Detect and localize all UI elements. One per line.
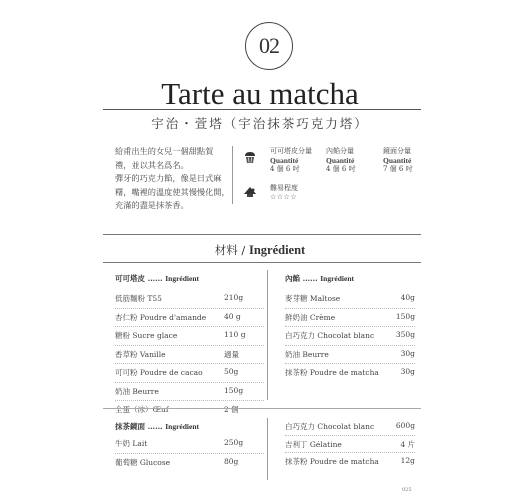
filling-group-fr: Ingrédient [320,274,354,283]
row-divider [115,363,264,364]
difficulty-stars: ☆☆☆☆ [270,193,298,201]
ingredient-name: 牛奶 Lait [115,439,148,448]
servings-filling [326,147,356,174]
ingredient-quantity: 110 g [224,330,246,339]
servings-glaze-label: 鏡面分量 [383,147,411,155]
intro-line: 給甫出生的女兒一個甜點賀 [115,146,214,156]
servings-crust-fr: Quantité [270,156,299,165]
ingredient-name: 杏仁粉 Poudre d'amande [115,312,207,322]
intro-text [115,145,230,213]
ingredient-name: 抹茶粉 Poudre de matcha [285,457,379,466]
ingredient-name: 糖粉 Sucre glace [115,331,178,340]
ingredient-quantity: 2 個 [224,405,239,414]
ingredients-title-fr: Ingrédient [248,243,306,257]
ingredient-name: 鮮奶油 Crème [285,312,336,322]
section-top-rule [103,234,421,235]
ingredient-name: 白巧克力 Chocolat blanc [285,331,375,340]
ingredient-name: 低筋麵粉 T55 [115,294,162,303]
servings-crust [270,147,312,174]
intro-line: 禮，並以其名爲名。 [115,159,189,170]
crust-group-header [115,273,199,284]
ingredient-name: 麥芽糖 Maltose [285,294,341,303]
ingredient-quantity: 30g [400,367,415,376]
ingredient-name: 吉利丁 Gélatine [285,439,342,449]
row-divider [285,308,415,309]
filling-group-dots: …… [302,274,318,283]
row-divider [115,345,264,346]
recipe-number: 02 [259,33,279,58]
glaze-top-rule [103,408,421,409]
intro-line: 充滿的盡是抹茶香。 [115,200,189,210]
ingredient-quantity: 350g [395,330,415,339]
servings-glaze-fr: Quantité [383,156,412,165]
ingredient-quantity: 80g [224,456,239,466]
ingredient-quantity: 40g [400,293,415,302]
row-divider [115,400,264,401]
glaze-group-zh: 抹茶鏡面 [115,422,145,431]
intro-line: 糬，嘴裡的溫度使其慢慢化開， [115,186,230,197]
crust-group-dots: …… [147,274,163,283]
ingredient-quantity: 30g [400,348,415,358]
row-divider [285,452,415,453]
filling-group-header [285,273,354,284]
filling-group-zh: 內餡 [285,274,300,283]
ingredient-name: 奶油 Beurre [115,386,159,396]
servings-crust-value: 4 個 6 吋 [270,165,300,173]
intro-line: 彈牙的巧克力餡，像是日式麻 [115,173,222,183]
row-divider [115,382,264,383]
row-divider [285,345,415,346]
intro-divider [232,146,233,204]
chef-hat-icon [243,186,257,198]
ingredient-name: 奶油 Beurre [285,349,329,359]
ingredient-quantity: 150g [224,385,244,395]
page-number: 025 [402,487,412,493]
ingredient-name: 香草粉 Vanille [115,349,166,359]
servings-filling-label: 內餡分量 [326,147,354,155]
difficulty-label: 難易程度 [270,184,298,192]
servings-glaze-value: 7 個 6 吋 [383,165,413,173]
ingredient-quantity: 4 片 [400,439,415,449]
ingredient-name: 葡萄糖 Glucose [115,457,171,467]
ingredient-quantity: 250g [224,438,244,447]
servings-crust-label: 可可塔皮分量 [270,147,312,155]
crust-group-fr: Ingrédient [165,274,199,283]
ingredient-quantity: 50g [224,367,239,376]
ingredient-name: 可可粉 Poudre de cacao [115,368,203,377]
ingredient-quantity: 適量 [224,349,239,359]
recipe-subtitle: 宇治・萱塔（宇治抹茶巧克力塔） [151,116,369,131]
ingredient-quantity: 150g [395,311,415,321]
ingredients-title [0,242,520,258]
ingredient-name: 抹茶粉 Poudre de matcha [285,368,379,377]
crust-group-zh: 可可塔皮 [115,274,145,283]
glaze-group-header [115,421,199,432]
ingredient-name: 全蛋（冰）Œuf [115,405,169,414]
recipe-title: Tarte au matcha [161,76,359,111]
glaze-group-fr: Ingrédient [165,422,199,431]
row-divider [285,363,415,364]
row-divider [115,308,264,309]
ingredient-name: 白巧克力 Chocolat blanc [285,422,375,431]
row-divider [115,453,264,454]
servings-filling-fr: Quantité [326,156,355,165]
servings-glaze [383,147,413,174]
ingredient-quantity: 40 g [224,311,241,321]
cupcake-icon [243,150,257,164]
ingredient-quantity: 210g [224,293,244,302]
servings-filling-value: 4 個 6 吋 [326,165,356,173]
glaze-column-divider [267,418,268,480]
difficulty [270,184,298,202]
recipe-number-badge [245,22,293,70]
row-divider [285,435,415,436]
title-divider [103,109,421,110]
row-divider [285,326,415,327]
ingredients-title-sep: / [237,243,249,257]
column-divider [267,270,268,400]
section-bottom-rule [103,262,421,263]
glaze-group-dots: …… [147,422,163,431]
ingredients-title-zh: 材料 [214,243,238,257]
row-divider [115,326,264,327]
ingredient-quantity: 12g [400,456,415,465]
ingredient-quantity: 600g [395,421,415,430]
